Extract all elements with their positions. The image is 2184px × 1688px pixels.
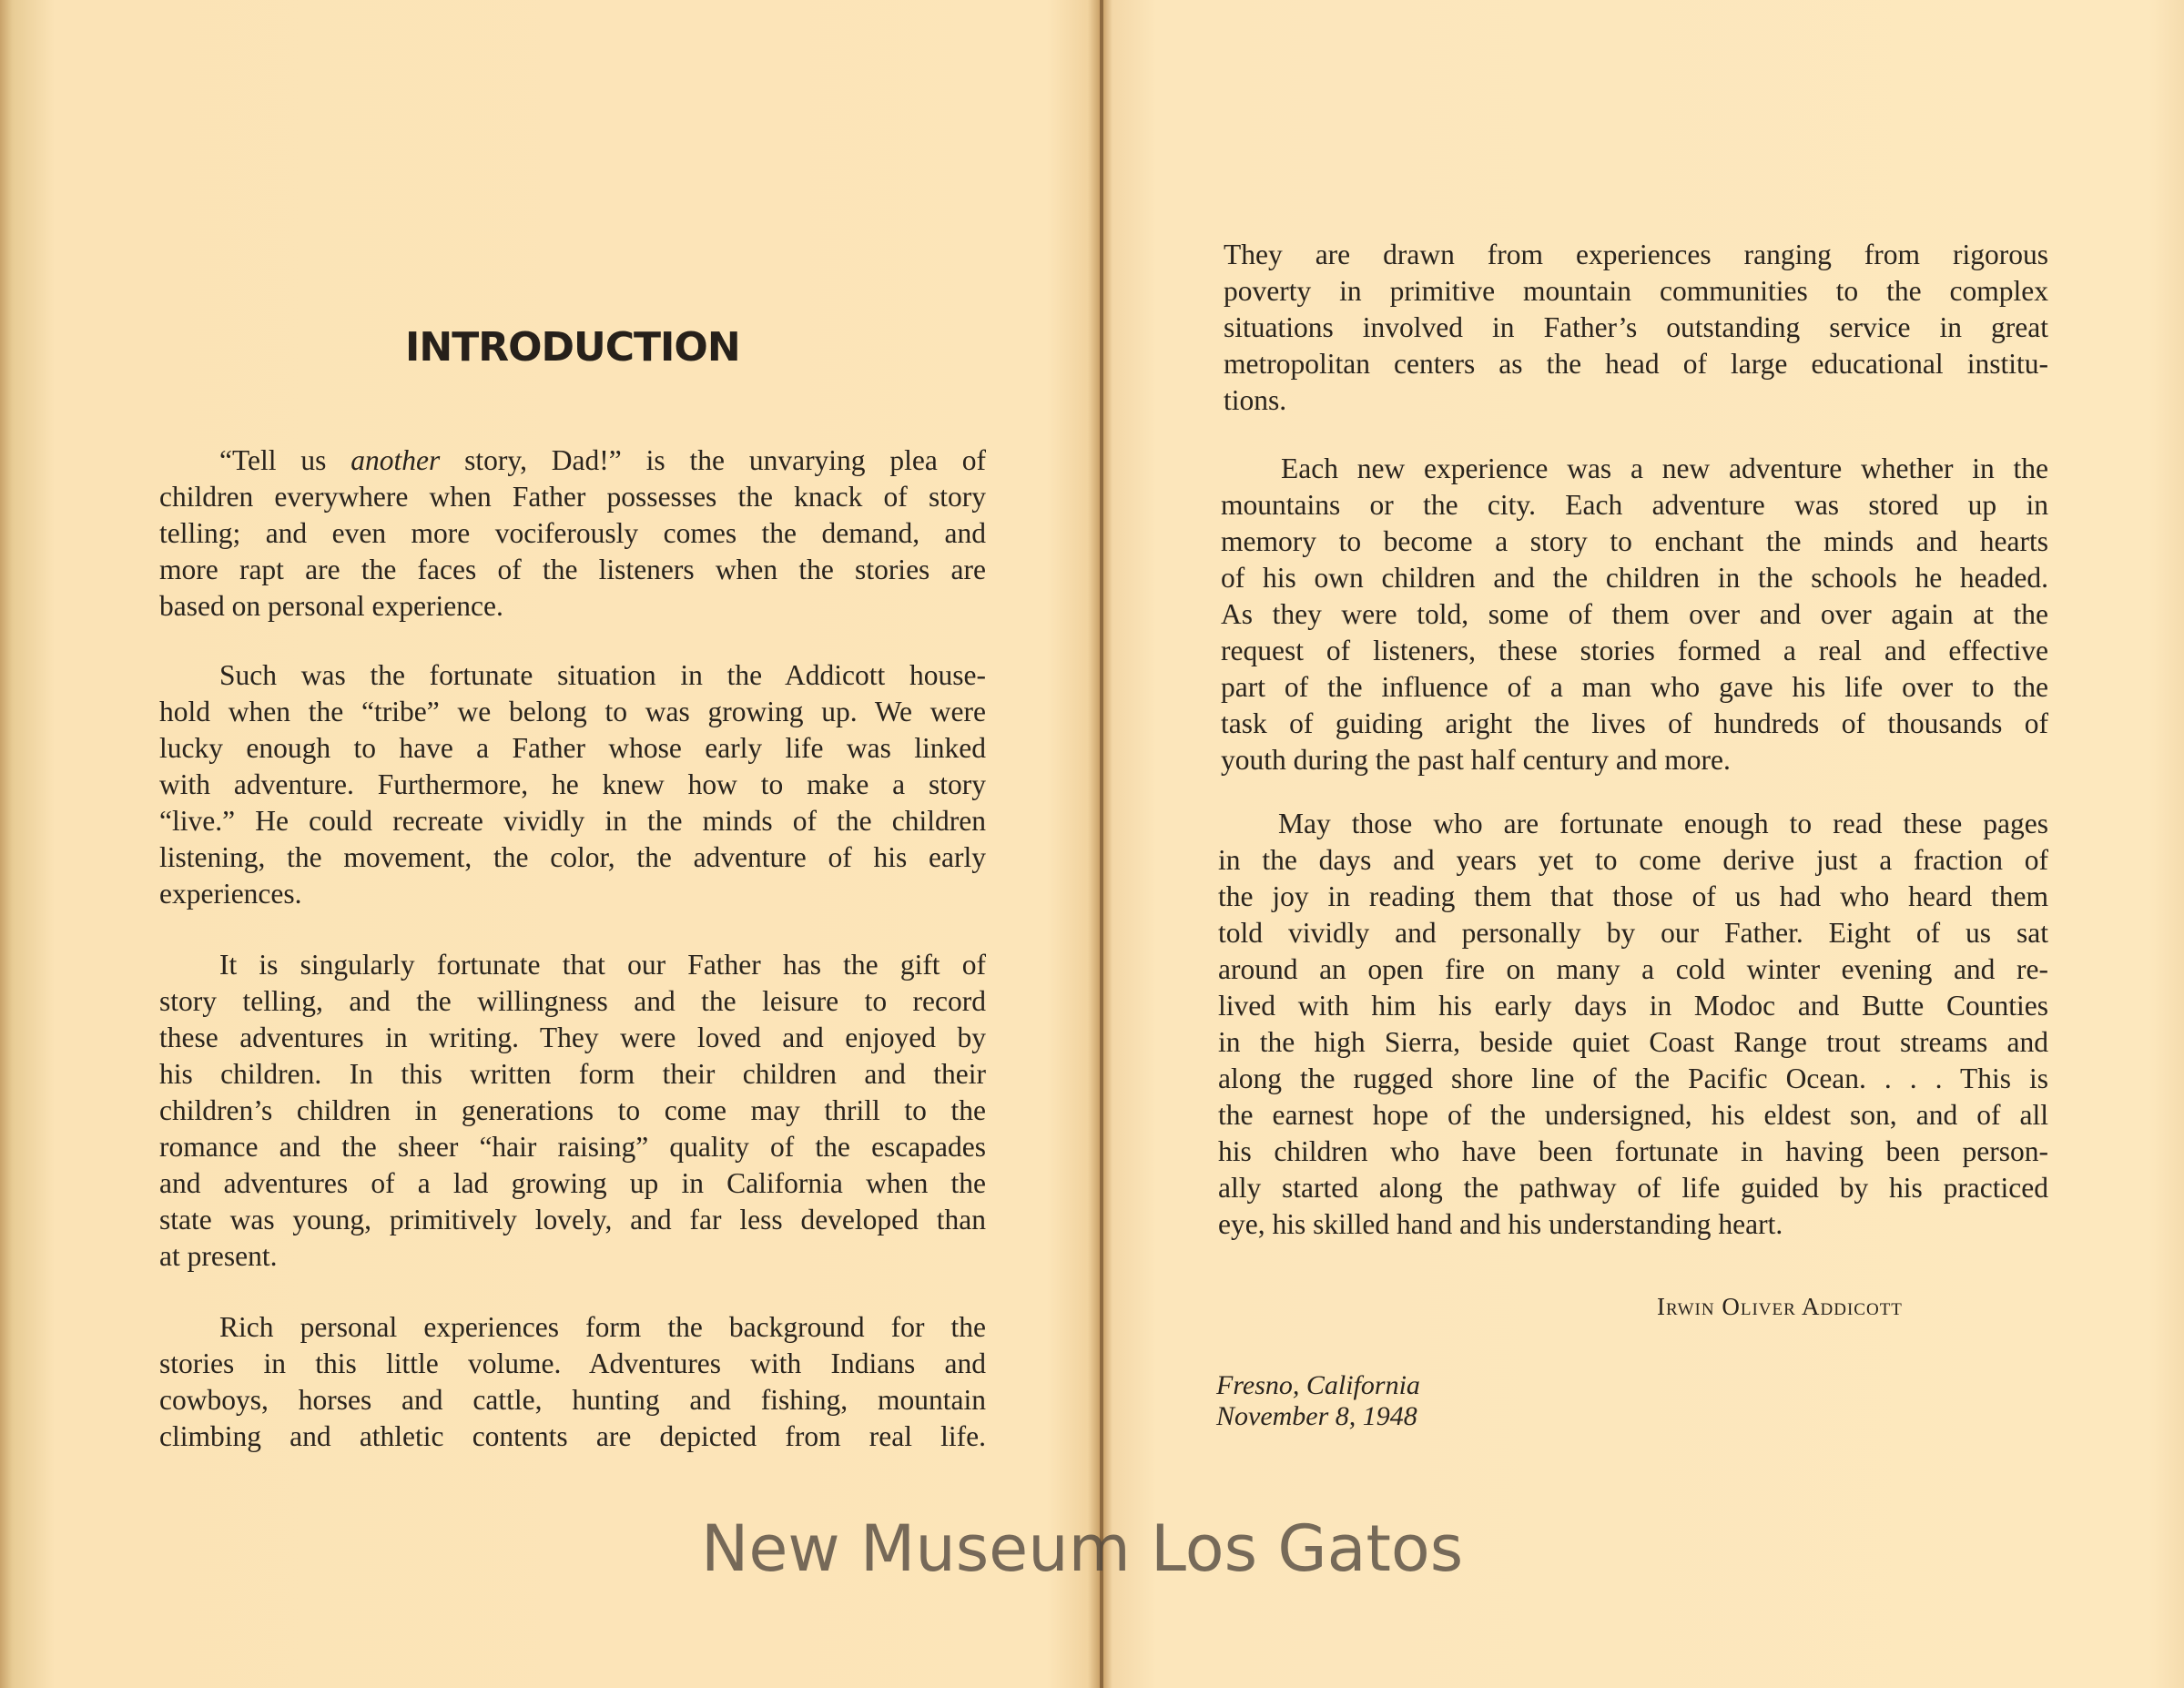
paragraph-new-adventure	[1221, 451, 2048, 778]
paragraph-line: with adventure. Furthermore, he knew how to make a story	[159, 768, 986, 800]
paragraph-line: hold when the “tribe” we belong to was growing up. We were	[159, 696, 986, 727]
museum-watermark: New Museum Los Gatos	[701, 1511, 1464, 1586]
author-signature: Irwin Oliver Addicott	[1657, 1293, 1903, 1320]
paragraph-line: May those who are fortunate enough to read these pages	[1278, 808, 2048, 839]
paragraph-line: Such was the fortunate situation in the Addicott house-	[219, 659, 986, 691]
paragraph-line: telling; and even more vociferously comes the demand, and	[159, 517, 986, 549]
paragraph-line: children everywhere when Father possesses the knack of story	[159, 481, 986, 513]
paragraph-line: youth during the past half century and more.	[1221, 744, 1731, 776]
paragraph-line: “live.” He could recreate vividly in the minds of the children	[159, 805, 986, 837]
paragraph-drawn-from	[1224, 237, 2048, 419]
paragraph-line: stories in this little volume. Adventures with Indians and	[159, 1347, 986, 1379]
paragraph-line: situations involved in Father’s outstanding service in great	[1224, 311, 2048, 343]
paragraph-line: story telling, and the willingness and the leisure to record	[159, 985, 986, 1017]
paragraph-line: in the high Sierra, beside quiet Coast Range trout streams and	[1218, 1026, 2048, 1058]
paragraph-line: his children. In this written form their children and their	[159, 1058, 986, 1090]
paragraph-line: these adventures in writing. They were loved and enjoyed by	[159, 1022, 986, 1053]
paragraph-line: As they were told, some of them over and over again at the	[1221, 598, 2048, 630]
paragraph-line: the earnest hope of the undersigned, his eldest son, and of all	[1218, 1099, 2048, 1131]
paragraph-gift	[159, 947, 986, 1275]
place-line: Fresno, California	[1216, 1370, 1420, 1400]
paragraph-line: along the rugged shore line of the Pacific Ocean. . . . This is	[1218, 1063, 2048, 1094]
paragraph-line: “Tell us another story, Dad!” is the unvarying plea of	[219, 444, 986, 476]
paragraph-line: cowboys, horses and cattle, hunting and fishing, mountain	[159, 1384, 986, 1416]
place-and-date	[1216, 1370, 1420, 1432]
paragraph-intro	[159, 442, 986, 625]
paragraph-line: Each new experience was a new adventure whether in the	[1281, 453, 2048, 484]
paragraph-line: climbing and athletic contents are depicted from real life.	[159, 1420, 986, 1452]
paragraph-line: task of guiding aright the lives of hundreds of thousands of	[1221, 707, 2048, 739]
paragraph-line: children’s children in generations to come may thrill to the	[159, 1094, 986, 1126]
paragraph-line: poverty in primitive mountain communities to the complex	[1224, 275, 2048, 307]
paragraph-line: based on personal experience.	[159, 590, 503, 622]
paragraph-line: of his own children and the children in the schools he headed.	[1221, 562, 2048, 594]
paragraph-background	[159, 1309, 986, 1455]
paragraph-hope	[1218, 806, 2048, 1243]
paragraph-line: his children who have been fortunate in having been person-	[1218, 1135, 2048, 1167]
paragraph-line: eye, his skilled hand and his understanding heart.	[1218, 1208, 1783, 1240]
paragraph-line: lived with him his early days in Modoc and Butte Counties	[1218, 990, 2048, 1022]
paragraph-household	[159, 657, 986, 912]
paragraph-line: the joy in reading them that those of us had who heard them	[1218, 880, 2048, 912]
paragraph-line: part of the influence of a man who gave his life over to the	[1221, 671, 2048, 703]
emphasis-word: another	[350, 444, 441, 476]
paragraph-line: lucky enough to have a Father whose early life was linked	[159, 732, 986, 764]
paragraph-line: mountains or the city. Each adventure was stored up in	[1221, 489, 2048, 521]
paragraph-line: request of listeners, these stories formed a real and effective	[1221, 635, 2048, 666]
date-line: November 8, 1948	[1216, 1401, 1417, 1431]
paragraph-line: told vividly and personally by our Father. Eight of us sat	[1218, 917, 2048, 949]
paragraph-line: experiences.	[159, 878, 302, 910]
paragraph-line: They are drawn from experiences ranging from rigorous	[1224, 239, 2048, 270]
paragraph-line: state was young, primitively lovely, and far less developed than	[159, 1204, 986, 1235]
paragraph-line: tions.	[1224, 384, 1287, 416]
paragraph-line: memory to become a story to enchant the minds and hearts	[1221, 525, 2048, 557]
page-heading: INTRODUCTION	[405, 324, 740, 371]
paragraph-line: in the days and years yet to come derive just a fraction of	[1218, 844, 2048, 876]
paragraph-line: metropolitan centers as the head of large educational institu-	[1224, 348, 2048, 380]
paragraph-line: romance and the sheer “hair raising” quality of the escapades	[159, 1131, 986, 1163]
paragraph-line: ally started along the pathway of life guided by his practiced	[1218, 1172, 2048, 1204]
paragraph-line: Rich personal experiences form the background for the	[219, 1311, 986, 1343]
paragraph-line: and adventures of a lad growing up in California when the	[159, 1167, 986, 1199]
paragraph-line: around an open fire on many a cold winter evening and re-	[1218, 953, 2048, 985]
paragraph-line: more rapt are the faces of the listeners when the stories are	[159, 554, 986, 585]
paragraph-line: at present.	[159, 1240, 278, 1272]
paragraph-line: It is singularly fortunate that our Father has the gift of	[219, 949, 986, 981]
paragraph-line: listening, the movement, the color, the adventure of his early	[159, 841, 986, 873]
